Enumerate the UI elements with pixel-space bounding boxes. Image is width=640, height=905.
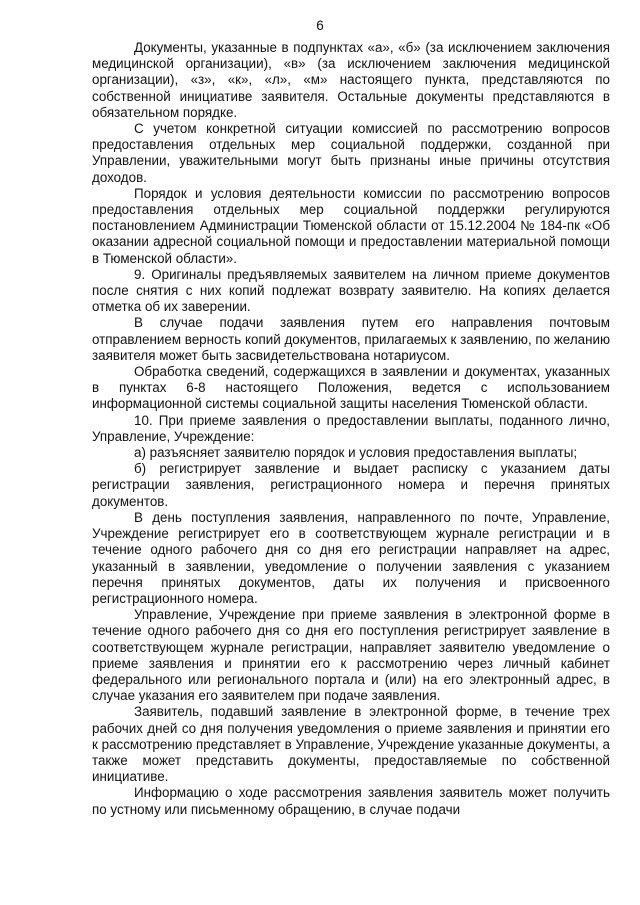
paragraph-postal-notary: В случае подачи заявления путем его направления почтовым отправлением верность копий документов, прилагаемых к заявлению, по желанию заявителя может быть засвидетельствована нотариусом. (92, 315, 610, 363)
paragraph-documents-submission: Документы, указанные в подпунктах «а», «б» (за исключением заключения медицинской организации), «в» (за исключением заключения медицинской организации), «з», «к», «л», «м» настоящего пункта, представляются по собственной инициативе заявителя. Остальные документы представляются в обязательном порядке. (92, 40, 610, 120)
page-number: 6 (316, 18, 324, 33)
paragraph-progress-information: Информацию о ходе рассмотрения заявления заявитель может получить по устному или письменному обращению, в случае подачи (92, 785, 610, 817)
document-body (92, 40, 610, 818)
paragraph-postal-registration: В день поступления заявления, направленного по почте, Управление, Учреждение регистрирует его в соответствующем журнале регистрации и в течение одного рабочего дня со дня его регистрации направляет на адрес, указанный в заявлении, уведомление о получении заявления с указанием перечня принятых документов, даты их получения и присвоенного регистрационного номера. (92, 509, 610, 606)
paragraph-electronic-documents: Заявитель, подавший заявление в электронной форме, в течение трех рабочих дней со дня получения уведомления о приеме заявления и принятии его к рассмотрению представляет в Управление, Учреждение указанные документы, а также может представить документы, предоставляемые по собственной инициативе. (92, 704, 610, 785)
paragraph-item-10-a: а) разъясняет заявителю порядок и условия предоставления выплаты; (134, 445, 578, 461)
paragraph-item-9-originals: 9. Оригиналы предъявляемых заявителем на личном приеме документов после снятия с них копий подлежат возврату заявителю. На копиях делается отметка об их заверении. (92, 266, 610, 315)
paragraph-data-processing: Обработка сведений, содержащихся в заявлении и документах, указанных в пунктах 6-8 настоящего Положения, ведется с использованием информационной системы социальной защиты населения Тюменской области. (92, 364, 610, 412)
paragraph-commission-reasons: С учетом конкретной ситуации комиссией по рассмотрению вопросов предоставления отдельных мер социальной поддержки, созданной при Управлении, уважительными могут быть признаны иные причины отсутствия доходов. (92, 121, 610, 185)
paragraph-electronic-registration: Управление, Учреждение при приеме заявления в электронной форме в течение одного рабочего дня со дня его поступления регистрирует заявление в соответствующем журнале регистрации, направляет заявителю уведомление о приеме заявления и принятии его к рассмотрению через личный кабинет федерального или регионального портала и (или) на его электронный адрес, в случае указания его заявителем при подаче заявления. (92, 607, 610, 704)
paragraph-item-10-b: б) регистрирует заявление и выдает расписку с указанием даты регистрации заявления, регистрационного номера и перечня принятых документов. (92, 461, 610, 509)
paragraph-item-10-intro: 10. При приеме заявления о предоставлении выплаты, поданного лично, Управление, Учреждение: (92, 412, 610, 444)
paragraph-commission-procedure: Порядок и условия деятельности комиссии по рассмотрению вопросов предоставления отдельных мер социальной поддержки регулируются постановлением Администрации Тюменской области от 15.12.2004 № 184-пк «Об оказании адресной социальной помощи и предоставлении материальной помощи в Тюменской области». (92, 185, 610, 266)
